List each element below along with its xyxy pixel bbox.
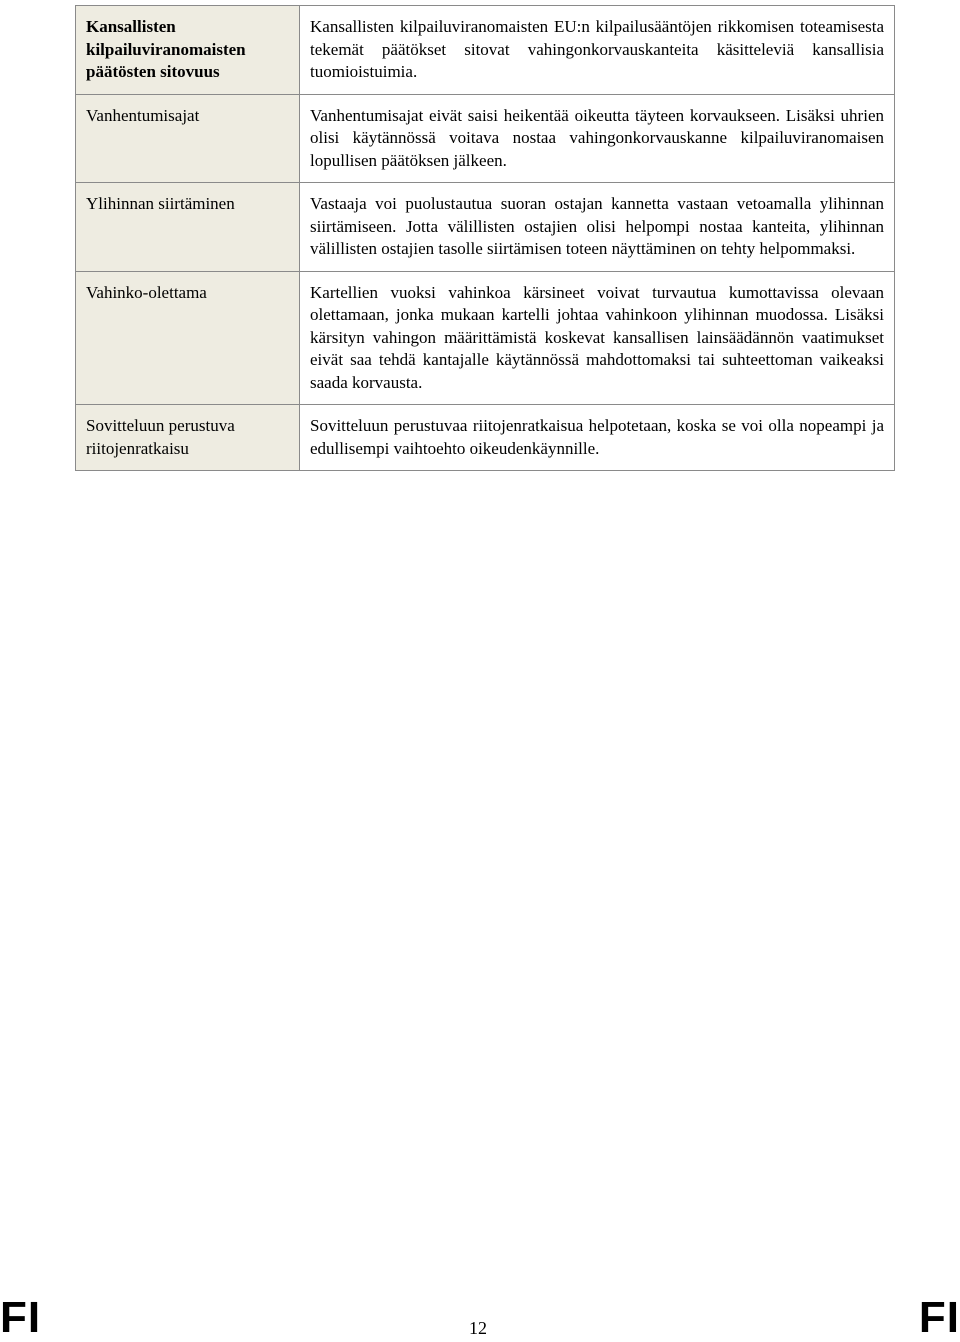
row-label: Vahinko-olettama	[86, 282, 207, 302]
row-label-cell	[76, 271, 300, 405]
row-label-cell	[76, 405, 300, 471]
footer-language-code-left: FI	[0, 1293, 42, 1342]
row-label-cell	[76, 6, 300, 95]
row-text: Kartellien vuoksi vahinkoa kärsineet voivat turvautua kumottavissa olevaan olettamaan, jonka mukaan kartelli johtaa vahinkoon ylihinnan muodossa. Lisäksi kärsityn vahingon määrittämistä koskevat kansallisen lainsäädännön vaatimukset eivät saa tehdä kantajalle käytännössä mahdottomaksi tai suhteettoman vaikeaksi saada korvausta.	[310, 282, 884, 392]
footer-language-code-right: FI	[918, 1293, 960, 1342]
row-text-cell	[300, 271, 895, 405]
row-text-cell	[300, 94, 895, 183]
table-row	[76, 405, 895, 471]
row-text: Sovitteluun perustuvaa riitojenratkaisua helpotetaan, koska se voi olla nopeampi ja edullisempi vaihtoehto oikeudenkäynnille.	[310, 416, 884, 458]
row-label: Kansallisten kilpailuviranomaisten päätösten sitovuus	[86, 17, 246, 81]
table-row	[76, 6, 895, 95]
page-number: 12	[469, 1318, 487, 1338]
row-text: Vanhentumisajat eivät saisi heikentää oikeutta täyteen korvaukseen. Lisäksi uhrien olisi käytännössä voitava nostaa vahingonkorvauskanne kilpailuviranomaisen lopullisen päätöksen jälkeen.	[310, 105, 884, 170]
row-label-cell	[76, 94, 300, 183]
table-row	[76, 271, 895, 405]
row-text-cell	[300, 405, 895, 471]
table-row	[76, 94, 895, 183]
row-text-cell	[300, 183, 895, 272]
row-label-cell	[76, 183, 300, 272]
row-label: Ylihinnan siirtäminen	[86, 194, 235, 213]
row-label: Sovitteluun perustuva riitojenratkaisu	[86, 416, 235, 458]
row-text: Vastaaja voi puolustautua suoran ostajan kannetta vastaan vetoamalla ylihinnan siirtämiseen. Jotta välillisten ostajien olisi helpompi nostaa kanteita, ylihinnan välillisten ostajien tasolle siirtämisen toteen näyttäminen on tehty helpommaksi.	[310, 194, 884, 258]
row-label: Vanhentumisajat	[86, 105, 200, 125]
row-text-cell	[300, 6, 895, 95]
row-text: Kansallisten kilpailuviranomaisten EU:n kilpailusääntöjen rikkomisen toteamisesta tekemät päätökset sitovat vahingonkorvauskanteita käsitteleviä kansallisia tuomioistuimia.	[310, 17, 884, 81]
summary-table	[75, 5, 895, 471]
table-row	[76, 183, 895, 272]
